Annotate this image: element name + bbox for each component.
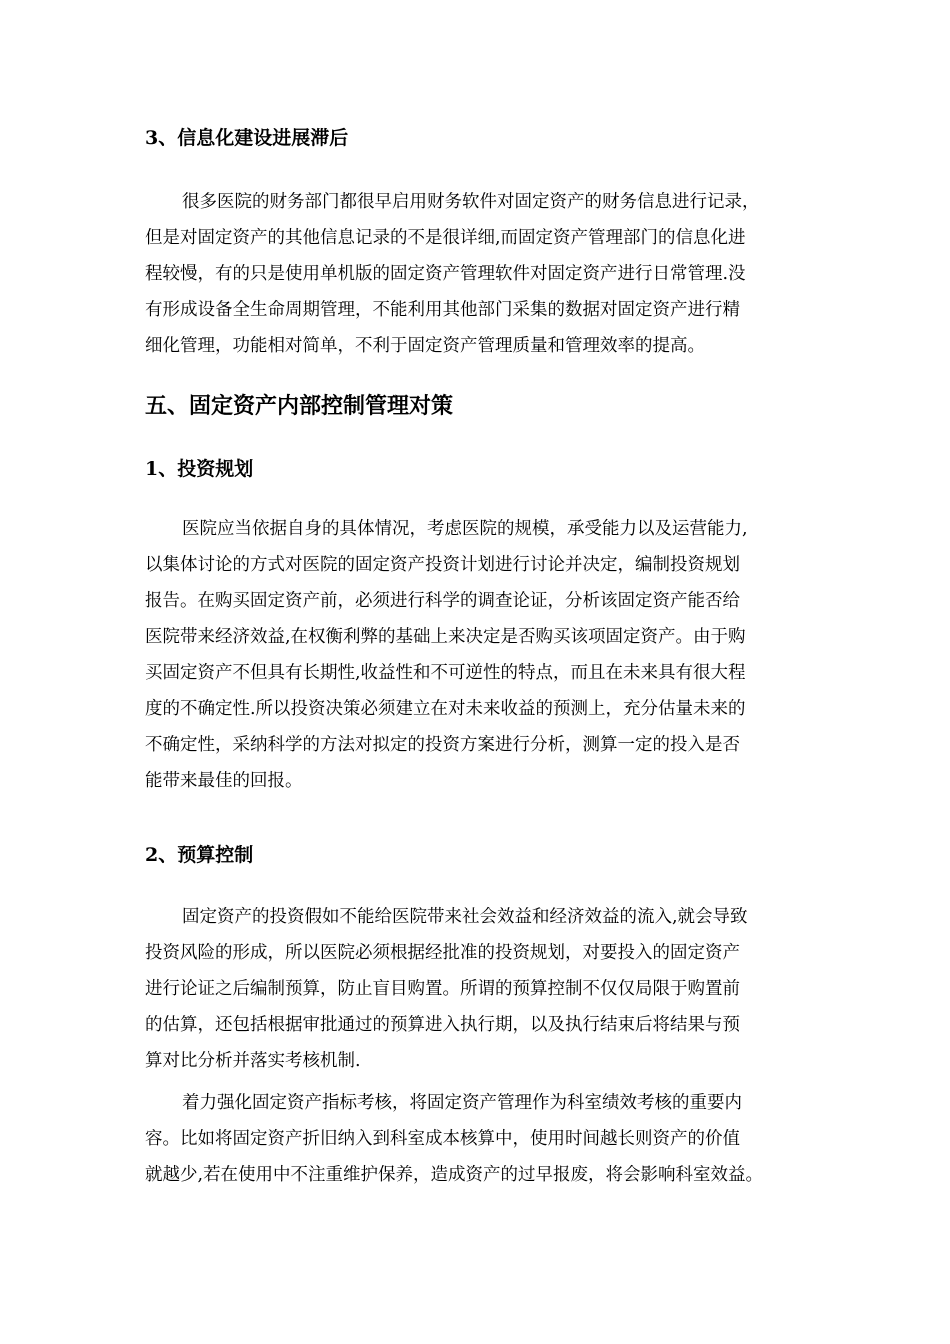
paragraph-line: 程较慢，有的只是使用单机版的固定资产管理软件对固定资产进行日常管理.没 <box>145 264 746 284</box>
paragraph-line: 的估算，还包括根据审批通过的预算进入执行期，以及执行结束后将结果与预 <box>145 1015 740 1035</box>
paragraph-line: 算对比分析并落实考核机制. <box>145 1051 361 1071</box>
paragraph-line: 不确定性，采纳科学的方法对拟定的投资方案进行分析，测算一定的投入是否 <box>145 735 740 755</box>
paragraph-line: 报告。在购买固定资产前，必须进行科学的调查论证，分析该固定资产能否给 <box>145 591 740 611</box>
paragraph-line: 就越少,若在使用中不注重维护保养，造成资产的过早报废，将会影响科室效益。 <box>145 1165 764 1185</box>
paragraph-line: 但是对固定资产的其他信息记录的不是很详细,而固定资产管理部门的信息化进 <box>145 228 746 248</box>
paragraph-section-1 <box>145 511 810 799</box>
paragraph-section-2a <box>145 899 810 1079</box>
paragraph-line: 度的不确定性.所以投资决策必须建立在对未来收益的预测上，充分估量未来的 <box>145 699 746 719</box>
paragraph-line: 容。比如将固定资产折旧纳入到科室成本核算中，使用时间越长则资产的价值 <box>145 1129 740 1149</box>
paragraph-line: 医院应当依据自身的具体情况，考虑医院的规模，承受能力以及运营能力, <box>182 519 748 539</box>
paragraph-section-2b <box>145 1085 810 1193</box>
paragraph-line: 投资风险的形成，所以医院必须根据经批准的投资规划，对要投入的固定资产 <box>145 943 740 963</box>
chapter-heading-5: 五、固定资产内部控制管理对策 <box>145 393 454 419</box>
paragraph-line: 细化管理，功能相对简单，不利于固定资产管理质量和管理效率的提高。 <box>145 336 705 356</box>
paragraph-line: 能带来最佳的回报。 <box>145 771 303 791</box>
paragraph-line: 买固定资产不但具有长期性,收益性和不可逆性的特点，而且在未来具有很大程 <box>145 663 746 683</box>
section-heading-1: 1、投资规划 <box>145 458 254 480</box>
section-heading-2: 2、预算控制 <box>145 844 254 866</box>
paragraph-line: 固定资产的投资假如不能给医院带来社会效益和经济效益的流入,就会导致 <box>182 907 748 927</box>
paragraph-line: 以集体讨论的方式对医院的固定资产投资计划进行讨论并决定，编制投资规划 <box>145 555 740 575</box>
section-heading-3: 3、信息化建设进展滞后 <box>145 127 349 149</box>
paragraph-line: 很多医院的财务部门都很早启用财务软件对固定资产的财务信息进行记录， <box>182 192 760 212</box>
paragraph-line: 着力强化固定资产指标考核，将固定资产管理作为科室绩效考核的重要内 <box>182 1093 742 1113</box>
paragraph-section-3 <box>145 184 810 364</box>
paragraph-line: 医院带来经济效益,在权衡利弊的基础上来决定是否购买该项固定资产。由于购 <box>145 627 746 647</box>
paragraph-line: 有形成设备全生命周期管理，不能利用其他部门采集的数据对固定资产进行精 <box>145 300 740 320</box>
paragraph-line: 进行论证之后编制预算，防止盲目购置。所谓的预算控制不仅仅局限于购置前 <box>145 979 740 999</box>
